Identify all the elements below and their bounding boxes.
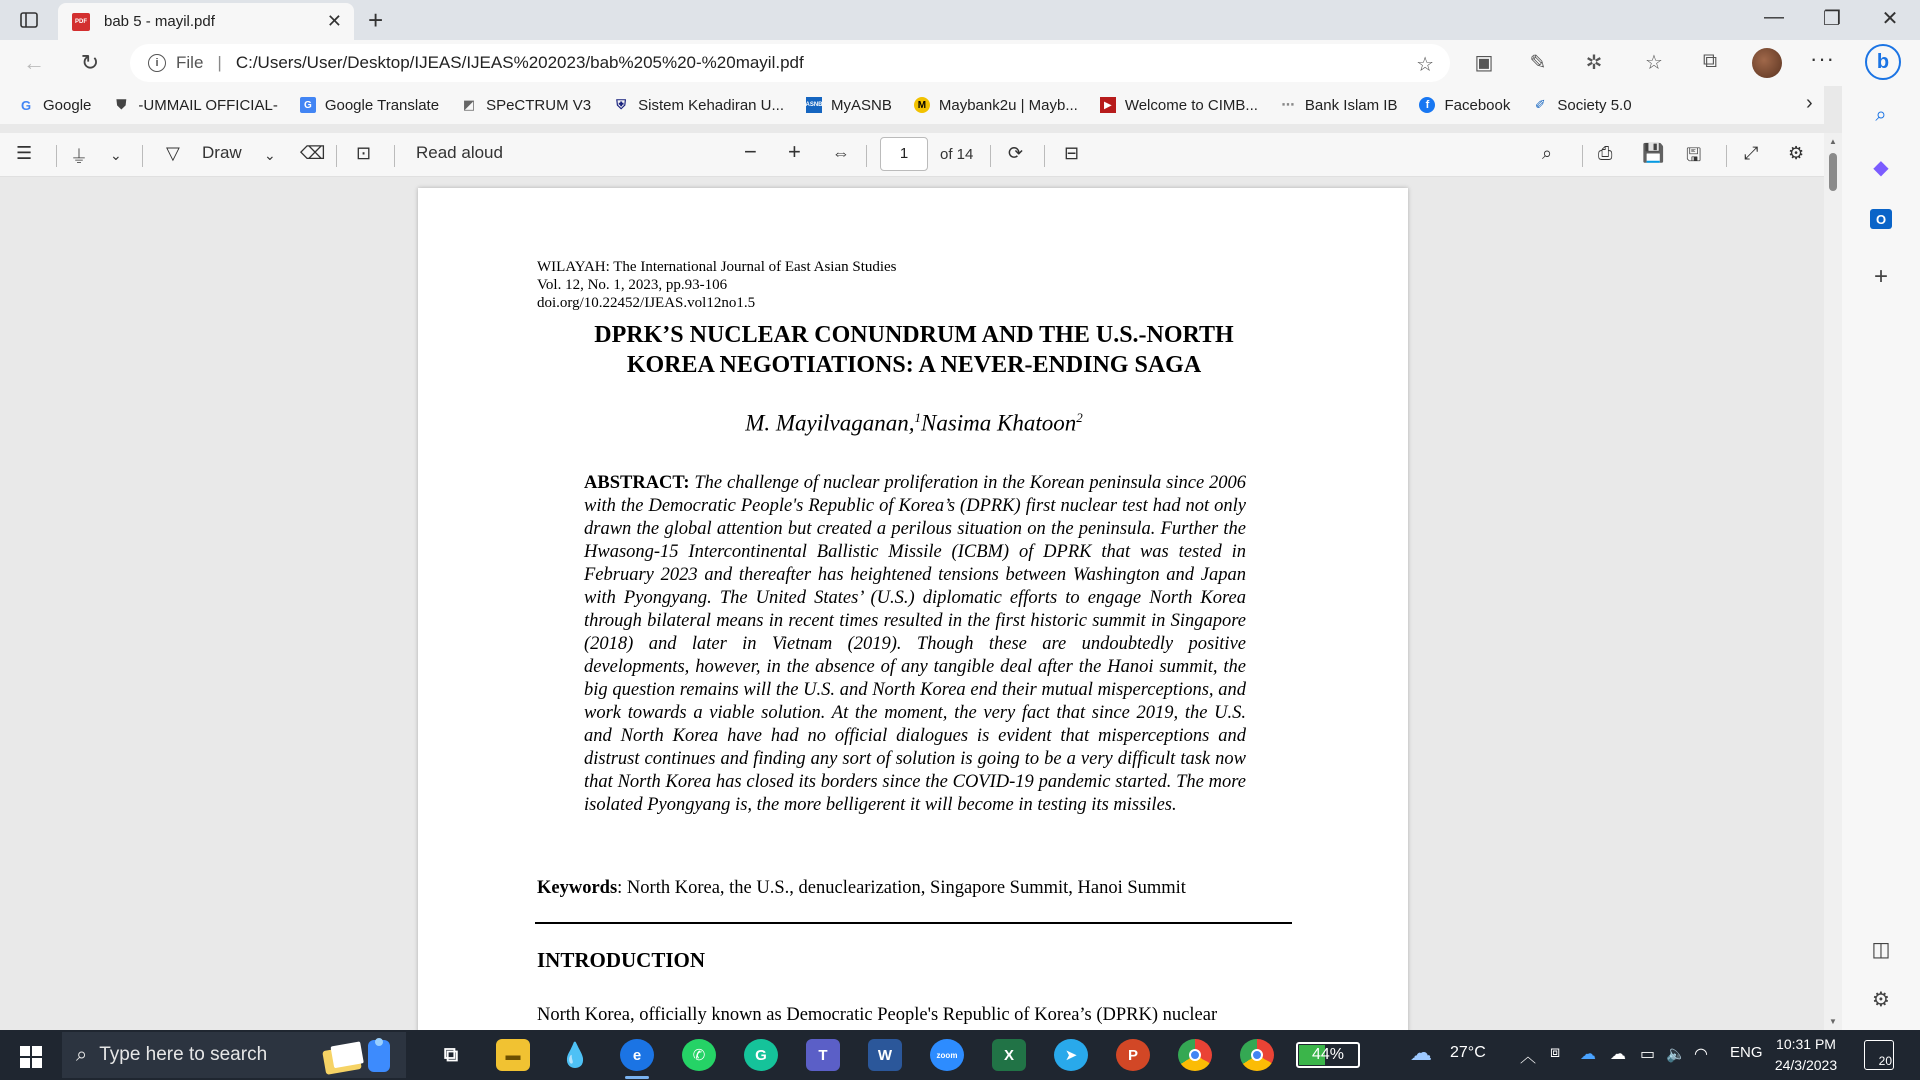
bookmark-google[interactable] <box>18 97 91 114</box>
restore-icon[interactable]: ❐ <box>1823 8 1841 30</box>
divider <box>866 145 867 167</box>
bookmark-label: Welcome to CIMB... <box>1124 96 1258 114</box>
keywords <box>537 878 1186 899</box>
refresh-icon[interactable]: ↻ <box>80 50 100 75</box>
scroll-down-icon[interactable]: ▼ <box>1829 1017 1837 1026</box>
wifi-icon[interactable]: ◠ <box>1694 1046 1708 1063</box>
bookmarks-bar <box>0 86 1824 124</box>
crest-icon: ⛨ <box>616 97 626 112</box>
save-icon[interactable]: 💾 <box>1642 143 1665 163</box>
affiliation-mark: 2 <box>1076 410 1083 425</box>
journal-name: WILAYAH: The International Journal of East Asian Studies <box>537 259 897 275</box>
search-icon[interactable]: ⌕ <box>1875 103 1887 126</box>
author-name: M. Mayilvaganan, <box>745 410 915 436</box>
chrome-profile-icon[interactable] <box>1240 1039 1274 1071</box>
battery-tray-icon[interactable]: ▭ <box>1640 1046 1656 1063</box>
onedrive-personal-icon[interactable]: ☁ <box>1610 1046 1626 1063</box>
section-heading: INTRODUCTION <box>537 948 706 972</box>
title-line: DPRK’S NUCLEAR CONUNDRUM AND THE U.S.-NORTH <box>594 322 1234 348</box>
add-favorite-icon[interactable]: ☆ <box>1416 54 1434 76</box>
keywords-label: Keywords <box>537 878 618 898</box>
scroll-thumb[interactable] <box>1829 153 1837 191</box>
journal-doi: doi.org/10.22452/IJEAS.vol12no1.5 <box>537 295 756 311</box>
pdf-toolbar <box>0 133 1824 177</box>
clock[interactable] <box>1762 1034 1850 1076</box>
sidebar-settings-icon[interactable]: ⚙ <box>1872 988 1890 1011</box>
divider <box>56 145 57 167</box>
tab-actions-button[interactable] <box>14 8 44 32</box>
bookmark-label: Google Translate <box>324 96 440 114</box>
bookmark-spectrum[interactable] <box>461 97 591 114</box>
extensions-icon[interactable]: ✲ <box>1585 52 1603 74</box>
language-indicator[interactable]: ENG <box>1730 1044 1763 1061</box>
paint-icon[interactable]: 💧 <box>560 1041 590 1069</box>
page-view-icon[interactable]: ⊟ <box>1064 143 1080 163</box>
profile-avatar[interactable] <box>1752 48 1782 78</box>
battery-indicator[interactable] <box>1296 1042 1360 1068</box>
settings-icon[interactable]: ⚙ <box>1788 143 1805 163</box>
google-icon: G <box>20 97 32 113</box>
zoom-out-icon[interactable]: − <box>744 139 757 164</box>
more-options-icon[interactable]: ··· <box>1810 46 1835 71</box>
author-name: Nasima Khatoon <box>920 410 1077 436</box>
search-highlight-art <box>318 1034 402 1076</box>
draw-icon[interactable]: ▽ <box>166 143 180 163</box>
maybank-icon: M <box>914 97 930 113</box>
keywords-text: : North Korea, the U.S., denuclearization, Singapore Summit, Hanoi Summit <box>617 878 1186 898</box>
bookmark-myasnb[interactable] <box>806 97 892 114</box>
tab-strip <box>0 0 1920 40</box>
scrollbar[interactable] <box>1824 133 1842 1030</box>
weather-icon[interactable]: ☁ <box>1410 1040 1432 1065</box>
divider <box>535 922 1292 924</box>
zoom-icon[interactable]: zoom <box>930 1039 964 1071</box>
read-aloud-button[interactable]: Read aloud <box>416 143 503 162</box>
zoom-in-icon[interactable]: + <box>788 139 801 164</box>
powerpoint-icon[interactable]: P <box>1116 1039 1150 1071</box>
search-icon[interactable]: ⌕ <box>1542 143 1553 163</box>
tab-actions-icon <box>20 12 38 28</box>
page-number-input[interactable]: 1 <box>880 137 928 171</box>
edge-sidebar <box>1842 86 1920 1030</box>
abstract-label: ABSTRACT: <box>584 473 690 493</box>
facebook-icon: f <box>1419 97 1435 113</box>
pdf-file-icon: PDF <box>72 13 90 31</box>
page-total: of 14 <box>940 146 974 163</box>
affiliation-mark: 1 <box>914 410 921 425</box>
chevron-right-icon[interactable]: › <box>1806 92 1813 114</box>
notification-center-icon[interactable] <box>1864 1040 1894 1070</box>
back-icon[interactable]: ← <box>23 50 45 75</box>
abstract-text: The challenge of nuclear proliferation in the Korean peninsula since 2006 with the Democratic People's Republic of Korea’s (DPRK) first nuclear test had not only drawn the global attention but created a perilous situation on the peninsula. Further the Hwasong-15 Intercontinental Ballistic Missile (ICBM) of DPRK that was tested in February 2023 and thereafter has heightened tensions between Washington and Japan with Pyongyang. The United States’ (U.S.) diplomatic efforts to engage North Korea through bilateral means in recent times resulted in the first historic summit in Singapore (2018) and later in Vietnam (2019). Though these are undoubtedly positive developments, however, in the absence of any tangible deal after the Hanoi summit, the big question remains will the U.S. and North Korea end their mutual misperceptions, and work towards a viable solution. At the moment, the very fact that since 2019, the U.S. and North Korea have had no official dialogues is evident that misperceptions and distrust continues and finding any sort of solution is going to be a very difficult task now that North Korea has closed its borders since the COVID-19 pandemic started. The more isolated Pyongyang is, the more belligerent it will become in testing its missiles. <box>584 473 1246 815</box>
navigation-bar <box>0 40 1920 86</box>
whatsapp-icon[interactable]: ✆ <box>682 1039 716 1071</box>
fit-to-width-icon[interactable]: ⇔ <box>832 143 850 163</box>
grammarly-icon[interactable]: G <box>744 1039 778 1071</box>
contents-icon[interactable]: ☰ <box>16 143 33 163</box>
teams-icon[interactable]: T <box>806 1039 840 1071</box>
shield-icon: ⛊ <box>116 97 127 112</box>
active-app-indicator <box>625 1076 649 1079</box>
divider <box>1582 145 1583 167</box>
scroll-up-icon[interactable]: ▲ <box>1829 137 1837 146</box>
body-text: North Korea, officially known as Democratic People's Republic of Korea’s (DPRK) nuclear <box>537 1005 1218 1025</box>
bookmark-google-translate[interactable] <box>300 97 439 114</box>
pen-extension-icon[interactable]: ✎ <box>1529 52 1547 74</box>
bookmark-label: SPeCTRUM V3 <box>486 96 592 114</box>
volume-icon[interactable]: 🔈 <box>1666 1046 1686 1063</box>
bookmark-label: -UMMAIL OFFICIAL- <box>138 96 278 114</box>
bing-chat-icon[interactable]: b <box>1865 44 1901 80</box>
chrome-icon[interactable] <box>1178 1039 1212 1071</box>
outlook-icon[interactable]: O <box>1866 204 1896 234</box>
bookmark-label: Sistem Kehadiran U... <box>638 96 785 114</box>
excel-icon[interactable]: X <box>992 1039 1026 1071</box>
bookmark-cimb[interactable] <box>1100 97 1258 114</box>
bookmark-label: Bank Islam IB <box>1304 96 1398 114</box>
document-viewer[interactable] <box>0 178 1824 1030</box>
word-icon[interactable]: W <box>868 1039 902 1071</box>
taskbar <box>0 1030 1920 1080</box>
spectrum-icon: ◩ <box>462 97 476 112</box>
url-separator: | <box>217 53 222 72</box>
bookmark-sistem-kehadiran[interactable] <box>613 97 784 114</box>
paper-title <box>498 320 1330 380</box>
close-tab-icon[interactable]: ✕ <box>326 11 342 31</box>
search-placeholder: Type here to search <box>99 1044 268 1065</box>
divider <box>336 145 337 167</box>
text-box-icon[interactable]: ⊡ <box>356 143 372 163</box>
telegram-icon[interactable]: ➤ <box>1054 1039 1088 1071</box>
bookmark-society[interactable] <box>1532 97 1631 114</box>
bookmark-label: Facebook <box>1444 96 1511 114</box>
journal-volume: Vol. 12, No. 1, 2023, pp.93-106 <box>537 277 728 293</box>
bookmark-label: MyASNB <box>831 96 892 114</box>
clock-date: 24/3/2023 <box>1774 1057 1838 1073</box>
temperature[interactable]: 27°C <box>1450 1044 1486 1061</box>
title-line: KOREA NEGOTIATIONS: A NEVER-ENDING SAGA <box>626 352 1202 378</box>
new-tab-button[interactable]: + <box>368 5 384 35</box>
authors <box>498 410 1330 437</box>
eraser-icon[interactable]: ⌫ <box>300 143 326 163</box>
bookmark-facebook[interactable] <box>1419 97 1510 114</box>
print-icon[interactable]: ⎙ <box>1598 143 1613 163</box>
search-icon: ⌕ <box>76 1043 88 1066</box>
minimize-icon[interactable]: — <box>1764 6 1784 28</box>
tab-title: bab 5 - mayil.pdf <box>104 13 215 30</box>
chevron-up-icon[interactable]: ︿ <box>1520 1049 1537 1066</box>
collections-icon[interactable]: ▣ <box>1474 52 1494 74</box>
copilot-icon[interactable]: ◆ <box>1873 156 1889 179</box>
task-view-icon[interactable]: ⧉ <box>443 1043 459 1066</box>
address-bar[interactable] <box>130 44 1450 82</box>
cimb-icon: ▶ <box>1100 97 1116 113</box>
file-explorer-icon[interactable]: ▬ <box>496 1039 530 1071</box>
divider <box>1044 145 1045 167</box>
meet-now-icon[interactable]: ⧈ <box>1550 1044 1561 1061</box>
battery-percent: 44% <box>1311 1046 1345 1063</box>
clock-time: 10:31 PM <box>1776 1036 1836 1052</box>
edge-icon[interactable]: e <box>620 1039 654 1071</box>
favorites-icon[interactable]: ☆ <box>1645 52 1663 74</box>
divider <box>1726 145 1727 167</box>
notification-count: 20 <box>1878 1054 1892 1068</box>
tab-collections-icon[interactable]: ⧉ <box>1702 50 1718 72</box>
bookmark-label: Google <box>43 96 92 114</box>
rotate-icon[interactable]: ⟳ <box>1008 143 1024 163</box>
bookmark-label: Society 5.0 <box>1557 96 1632 114</box>
windows-start-icon[interactable] <box>10 1040 50 1072</box>
pen-icon: ✐ <box>1534 97 1546 112</box>
bookmark-maybank2u[interactable] <box>914 97 1078 114</box>
info-icon[interactable]: i <box>148 54 166 72</box>
pdf-page <box>418 188 1408 1030</box>
highlight-icon[interactable]: ⏚ <box>70 147 88 167</box>
close-window-icon[interactable]: ✕ <box>1881 8 1899 30</box>
onedrive-icon[interactable]: ☁ <box>1580 1046 1596 1063</box>
chevron-down-icon[interactable]: ⌄ <box>264 147 276 163</box>
hide-sidebar-icon[interactable]: ◫ <box>1871 938 1891 961</box>
active-tab[interactable] <box>58 3 354 40</box>
fullscreen-icon[interactable]: ⤢ <box>1744 143 1759 163</box>
abstract <box>584 472 1246 817</box>
url-text: C:/Users/User/Desktop/IJEAS/IJEAS%202023/bab%205%20-%20mayil.pdf <box>235 53 804 72</box>
divider <box>990 145 991 167</box>
bookmark-bank-islam[interactable] <box>1280 97 1398 114</box>
save-as-icon[interactable]: 🖫 <box>1686 145 1702 165</box>
bookmark-ummail[interactable] <box>113 97 277 114</box>
chevron-down-icon[interactable]: ⌄ <box>110 147 122 163</box>
url-scheme: File <box>176 53 204 72</box>
bankislam-icon: ⋯ <box>1281 97 1295 112</box>
bookmark-label: Maybank2u | Mayb... <box>938 96 1078 114</box>
divider <box>394 145 395 167</box>
asnb-icon: ASNB <box>806 97 822 113</box>
translate-icon: G <box>300 97 316 113</box>
divider <box>142 145 143 167</box>
draw-button[interactable]: Draw <box>202 143 242 162</box>
add-sidebar-app-icon[interactable]: + <box>1873 263 1888 290</box>
